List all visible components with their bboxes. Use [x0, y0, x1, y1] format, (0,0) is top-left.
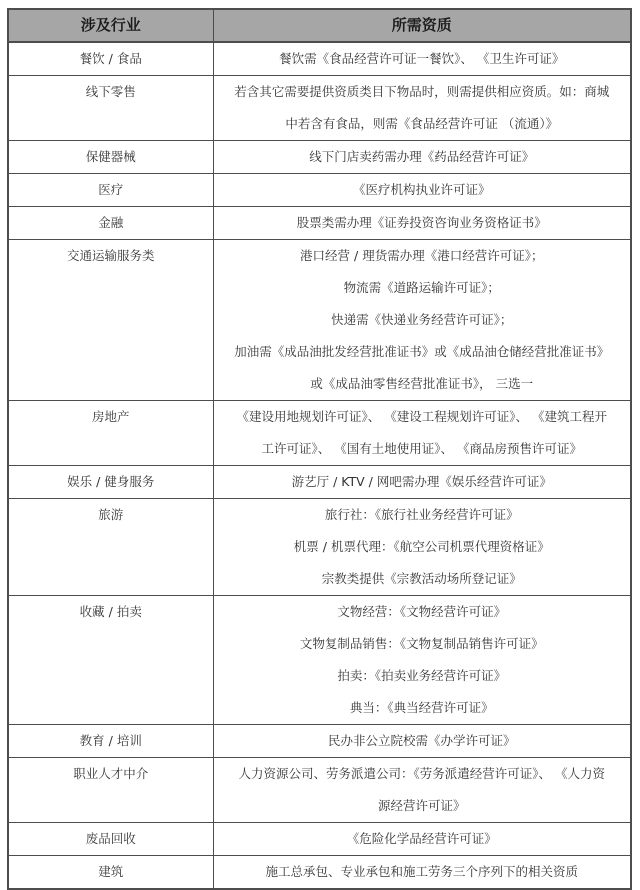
requirements-cell — [213, 141, 631, 174]
requirement-line: 文物复制品销售：《文物复制品销售许可证》 — [299, 636, 544, 651]
requirements-cell — [213, 42, 631, 76]
table-row — [8, 401, 631, 466]
requirements-cell — [213, 466, 631, 499]
industry-cell: 线下零售 — [8, 76, 213, 141]
table-row — [8, 466, 631, 499]
table-header — [8, 9, 631, 42]
requirement-line: 典当：《典当经营许可证》 — [349, 700, 494, 715]
table-row — [8, 42, 631, 76]
requirements-cell — [213, 758, 631, 823]
requirements-cell — [213, 207, 631, 240]
requirement-line: 拍卖：《拍卖业务经营许可证》 — [337, 668, 507, 683]
requirement-line: 宗教类提供《宗教活动场所登记证》 — [321, 571, 522, 586]
industry-cell: 房地产 — [8, 401, 213, 466]
requirement-line: 中若含有食品，则需《食品经营许可证 （流通）》 — [285, 116, 559, 131]
requirement-line: 游艺厅 / KTV / 网吧需办理《娱乐经营许可证》 — [291, 474, 552, 489]
industry-cell: 职业人才中介 — [8, 758, 213, 823]
table-row — [8, 141, 631, 174]
header-cell-requirements: 所需资质 — [213, 9, 631, 42]
requirement-line: 《建设用地规划许可证》、 《建设工程规划许可证》、 《建筑工程开 — [236, 409, 607, 424]
qualifications-table — [7, 8, 632, 890]
requirement-line: 若含其它需要提供资质类目下物品时，则需提供相应资质。如：商城 — [234, 84, 610, 99]
industry-cell: 金融 — [8, 207, 213, 240]
requirement-line: 《危险化学品经营许可证》 — [346, 831, 497, 846]
header-row — [8, 9, 631, 42]
requirement-line: 机票 / 机票代理：《航空公司机票代理资格证》 — [293, 539, 550, 554]
table-row — [8, 823, 631, 856]
requirement-line: 物流需《道路运输许可证》； — [343, 280, 500, 295]
requirement-line: 文物经营：《文物经营许可证》 — [337, 604, 507, 619]
requirement-line: 源经营许可证》 — [377, 798, 466, 813]
requirement-line: 施工总承包、专业承包和施工劳务三个序列下的相关资质 — [265, 864, 578, 879]
requirements-cell — [213, 401, 631, 466]
industry-cell: 废品回收 — [8, 823, 213, 856]
table-row — [8, 174, 631, 207]
table-body — [8, 42, 631, 889]
industry-cell: 交通运输服务类 — [8, 240, 213, 401]
table-row — [8, 856, 631, 890]
industry-cell: 教育 / 培训 — [8, 725, 213, 758]
requirement-line: 人力资源公司、劳务派遣公司：《劳务派遣经营许可证》、 《人力资 — [238, 766, 605, 781]
industry-cell: 娱乐 / 健身服务 — [8, 466, 213, 499]
requirement-line: 旅行社：《旅行社业务经营许可证》 — [324, 507, 519, 522]
table-row — [8, 240, 631, 401]
requirements-cell — [213, 856, 631, 890]
industry-cell: 保健器械 — [8, 141, 213, 174]
table-row — [8, 758, 631, 823]
requirements-cell — [213, 76, 631, 141]
industry-cell: 收藏 / 拍卖 — [8, 596, 213, 725]
industry-cell: 建筑 — [8, 856, 213, 890]
requirements-cell — [213, 596, 631, 725]
table-row — [8, 725, 631, 758]
requirements-cell — [213, 499, 631, 596]
industry-cell: 医疗 — [8, 174, 213, 207]
requirements-cell — [213, 725, 631, 758]
requirements-cell — [213, 823, 631, 856]
requirement-line: 线下门店卖药需办理《药品经营许可证》 — [309, 149, 535, 164]
header-cell-industry: 涉及行业 — [8, 9, 213, 42]
requirement-line: 民办非公立院校需《办学许可证》 — [327, 733, 516, 748]
requirement-line: 加油需《成品油批发经营批准证书》或《成品油仓储经营批准证书》 — [234, 344, 610, 359]
requirements-cell — [213, 240, 631, 401]
industry-cell: 餐饮 / 食品 — [8, 42, 213, 76]
requirements-cell — [213, 174, 631, 207]
table-row — [8, 499, 631, 596]
industry-cell: 旅游 — [8, 499, 213, 596]
requirement-line: 港口经营 / 理货需办理《港口经营许可证》； — [300, 248, 544, 263]
requirement-line: 股票类需办理《证券投资咨询业务资格证书》 — [296, 215, 547, 230]
table-row — [8, 596, 631, 725]
requirement-line: 快递需《快递业务经营许可证》； — [331, 312, 513, 327]
requirement-line: 或《成品油零售经营批准证书》， 三选一 — [310, 376, 534, 391]
table-row — [8, 207, 631, 240]
requirement-line: 工许可证》、 《国有土地使用证》、 《商品房预售许可证》 — [261, 441, 582, 456]
requirement-line: 餐饮需《食品经营许可证一餐饮》、 《卫生许可证》 — [279, 51, 565, 66]
table-row — [8, 76, 631, 141]
requirement-line: 《医疗机构执业许可证》 — [352, 182, 491, 197]
